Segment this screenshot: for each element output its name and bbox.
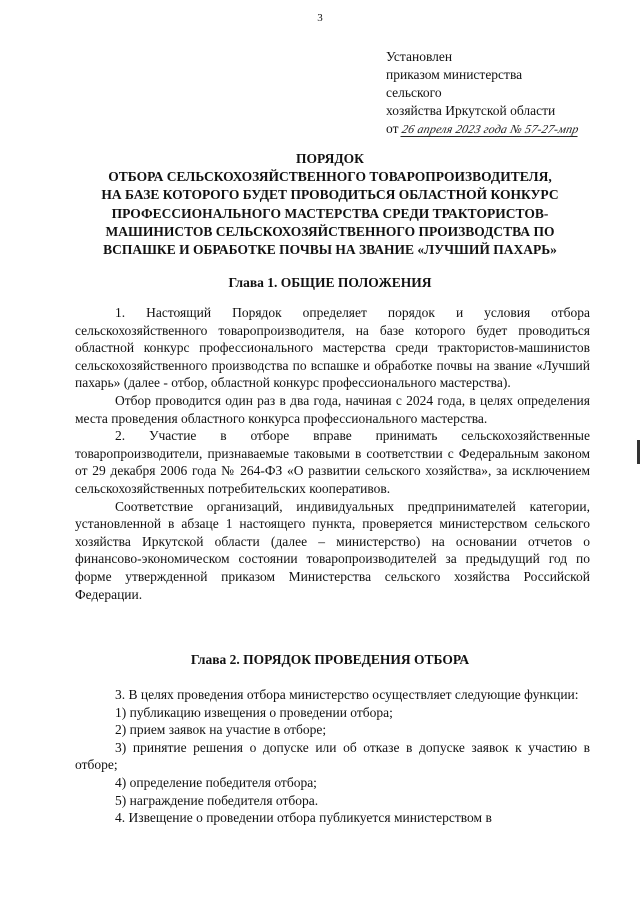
approval-line-2: приказом министерства [386,67,523,82]
approval-line-3: сельского [386,85,442,100]
chapter-1-paragraph-2: Отбор проводится один раз в два года, начиная с 2024 года, в целях определения места проведения областного конкурса профессионального мастерства. [75,392,590,426]
approval-date-prefix: от [386,121,399,136]
chapter-2-list-item-4: 4) определение победителя отбора; [115,774,317,790]
chapter-2-list-item-1: 1) публикацию извещения о проведении отбора; [115,704,393,720]
handwritten-date-number: 26 апреля 2023 года № 57-27-мпр [400,122,581,136]
approval-line-1: Установлен [386,49,453,64]
title-line-1: ПОРЯДОК [296,151,364,166]
title-line-4: ПРОФЕССИОНАЛЬНОГО МАСТЕРСТВА СРЕДИ ТРАКТОРИСТОВ- [111,205,549,221]
chapter-1-paragraph-1: 1. Настоящий Порядок определяет порядок и условия отбора сельскохозяйственного товаропроизводителя, на базе которого будет проводиться областной конкурс профессионального мастерства среди трактористов-машинистов сельскохозяйственного производства по вспашке и обработке почвы на звание «Лучший пахарь» (далее - отбор, областной конкурс профессионального мастерства). [75,305,590,391]
chapter-2-list-item-3: 3) принятие решения о допуске или об отказе в допуске заявок к участию в отборе; [75,739,590,773]
chapter-2-paragraph-1: 3. В целях проведения отбора министерство осуществляет следующие функции: [115,687,579,702]
approval-stamp [386,48,626,138]
title-line-2: ОТБОРА СЕЛЬСКОХОЗЯЙСТВЕННОГО ТОВАРОПРОИЗВОДИТЕЛЯ, [108,169,552,185]
chapter-2-list-item-5: 5) награждение победителя отбора. [115,792,319,808]
chapter-2-list-item-2: 2) прием заявок на участие в отборе; [115,722,327,738]
chapter-2-body [75,686,590,827]
chapter-1-paragraph-4: Соответствие организаций, индивидуальных предпринимателей категории, установленной в абзаце 1 настоящего пункта, проверяется министерством сельского хозяйства Иркутской области (далее – министерство) на основании отчетов о финансово-экономическом состоянии товаропроизводителей за предыдущий год по форме утвержденной приказом Министерства сельского хозяйства Российской Федерации. [75,498,590,602]
title-line-3: НА БАЗЕ КОТОРОГО БУДЕТ ПРОВОДИТЬСЯ ОБЛАСТНОЙ КОНКУРС [101,187,559,203]
title-line-6: ВСПАШКЕ И ОБРАБОТКЕ ПОЧВЫ НА ЗВАНИЕ «ЛУЧШИЙ ПАХАРЬ» [103,242,557,258]
chapter-1-body [75,304,590,603]
title-line-5: МАШИНИСТОВ СЕЛЬСКОХОЗЯЙСТВЕННОГО ПРОИЗВОДСТВА ПО [105,223,555,239]
chapter-1-heading: Глава 1. ОБЩИЕ ПОЛОЖЕНИЯ [228,275,432,290]
document-title [60,150,600,259]
approval-line-4: хозяйства Иркутской области [386,103,556,118]
approval-date-line [386,120,626,138]
chapter-2-paragraph-2: 4. Извещение о проведении отбора публикуется министерством в [115,810,492,826]
chapter-2-heading: Глава 2. ПОРЯДОК ПРОВЕДЕНИЯ ОТБОРА [190,652,470,667]
chapter-1-paragraph-3: 2. Участие в отборе вправе принимать сельскохозяйственные товаропроизводители, признаваемые таковыми в соответствии с Федеральным законом от 29 декабря 2006 года № 264-ФЗ «О развитии сельского хозяйства», за исключением сельскохозяйственных потребительских кооперативов. [75,428,590,496]
page-number: 3 [317,12,323,24]
